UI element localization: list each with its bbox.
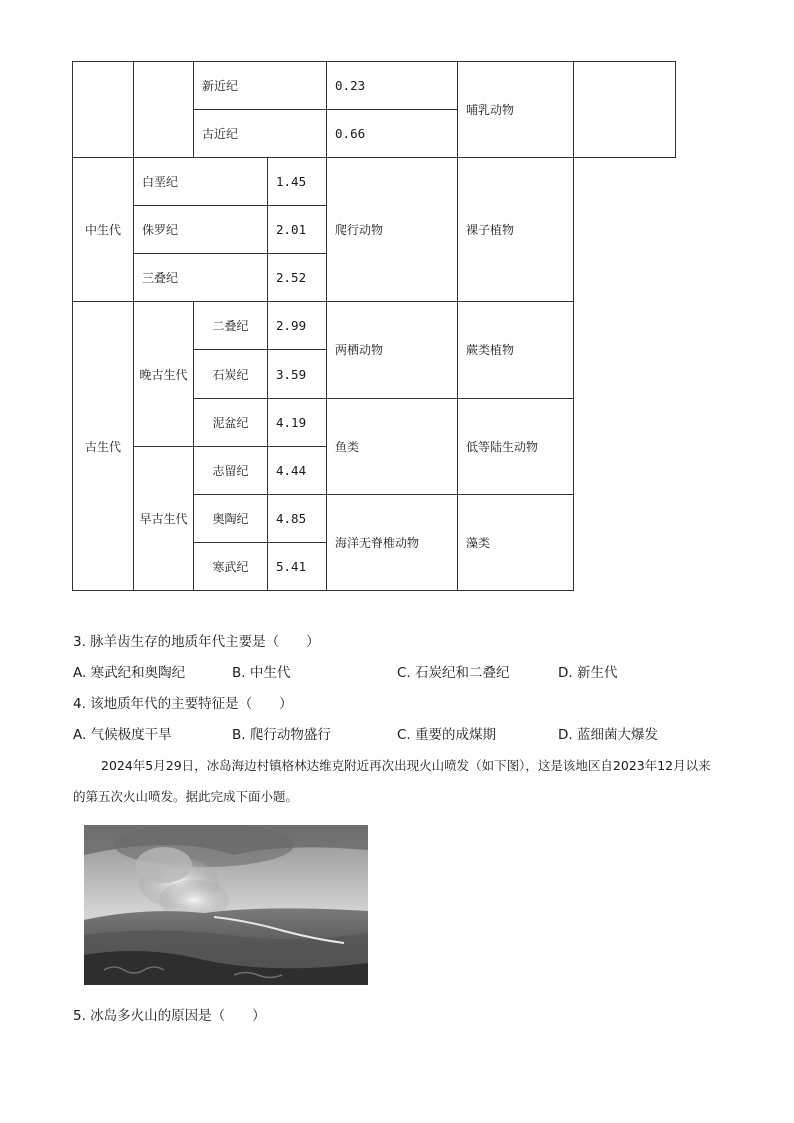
value-cell: 2.99 <box>268 302 327 350</box>
q4-option-a[interactable]: A. 气候极度干旱 <box>73 727 172 743</box>
q3-option-c[interactable]: C. 石炭纪和二叠纪 <box>397 665 510 681</box>
question-3: 3. 脉羊齿生存的地质年代主要是（ ） <box>73 634 320 650</box>
value-cell: 4.85 <box>268 494 327 542</box>
volcano-photo <box>84 825 368 985</box>
animal-cell: 两栖动物 <box>327 302 458 398</box>
animal-cell: 鱼类 <box>327 398 458 494</box>
value-cell: 2.01 <box>268 206 327 254</box>
period-cell: 泥盆纪 <box>194 398 268 446</box>
subera-cell-late: 晚古生代 <box>134 302 194 446</box>
q3-option-a[interactable]: A. 寒武纪和奥陶纪 <box>73 665 186 681</box>
geologic-time-table <box>72 61 676 591</box>
plant-cell: 低等陆生动物 <box>458 398 574 494</box>
period-cell: 古近纪 <box>194 110 327 158</box>
question-4: 4. 该地质年代的主要特征是（ ） <box>73 696 293 712</box>
q3-option-b[interactable]: B. 中生代 <box>232 665 291 681</box>
era-cell-mesozoic: 中生代 <box>73 158 134 302</box>
volcano-eruption-image <box>84 825 368 985</box>
q4-option-b[interactable]: B. 爬行动物盛行 <box>232 727 331 743</box>
period-cell: 侏罗纪 <box>134 206 268 254</box>
value-cell: 1.45 <box>268 158 327 206</box>
passage <box>73 750 723 812</box>
period-cell: 石炭纪 <box>194 350 268 398</box>
q3-option-d[interactable]: D. 新生代 <box>558 665 618 681</box>
value-cell: 4.44 <box>268 446 327 494</box>
value-cell: 5.41 <box>268 542 327 590</box>
value-cell: 2.52 <box>268 254 327 302</box>
plant-cell: 蕨类植物 <box>458 302 574 398</box>
value-cell: 3.59 <box>268 350 327 398</box>
period-cell: 奥陶纪 <box>194 494 268 542</box>
cenozoic-era-cell <box>73 62 134 158</box>
value-cell: 4.19 <box>268 398 327 446</box>
period-cell: 白垩纪 <box>134 158 268 206</box>
question-5: 5. 冰岛多火山的原因是（ ） <box>73 1008 266 1024</box>
period-cell: 三叠纪 <box>134 254 268 302</box>
period-cell: 二叠纪 <box>194 302 268 350</box>
era-cell-paleozoic: 古生代 <box>73 302 134 591</box>
plant-cell: 藻类 <box>458 494 574 590</box>
plant-cell <box>574 62 676 158</box>
q4-option-d[interactable]: D. 蓝细菌大爆发 <box>558 727 658 743</box>
value-cell: 0.23 <box>327 62 458 110</box>
subera-cell-early: 早古生代 <box>134 446 194 590</box>
q4-option-c[interactable]: C. 重要的成煤期 <box>397 727 497 743</box>
blank-era-cell <box>134 62 194 158</box>
plant-cell: 裸子植物 <box>458 158 574 302</box>
animal-cell: 爬行动物 <box>327 158 458 302</box>
passage-text: 2024年5月29日，冰岛海边村镇格林达维克附近再次出现火山喷发（如下图），这是该地区自2023年12月以来的第五次火山喷发。据此完成下面小题。 <box>73 758 711 804</box>
period-cell: 志留纪 <box>194 446 268 494</box>
animal-cell: 海洋无脊椎动物 <box>327 494 458 590</box>
period-cell: 新近纪 <box>194 62 327 110</box>
value-cell: 0.66 <box>327 110 458 158</box>
period-cell: 寒武纪 <box>194 542 268 590</box>
animal-cell: 哺乳动物 <box>458 62 574 158</box>
